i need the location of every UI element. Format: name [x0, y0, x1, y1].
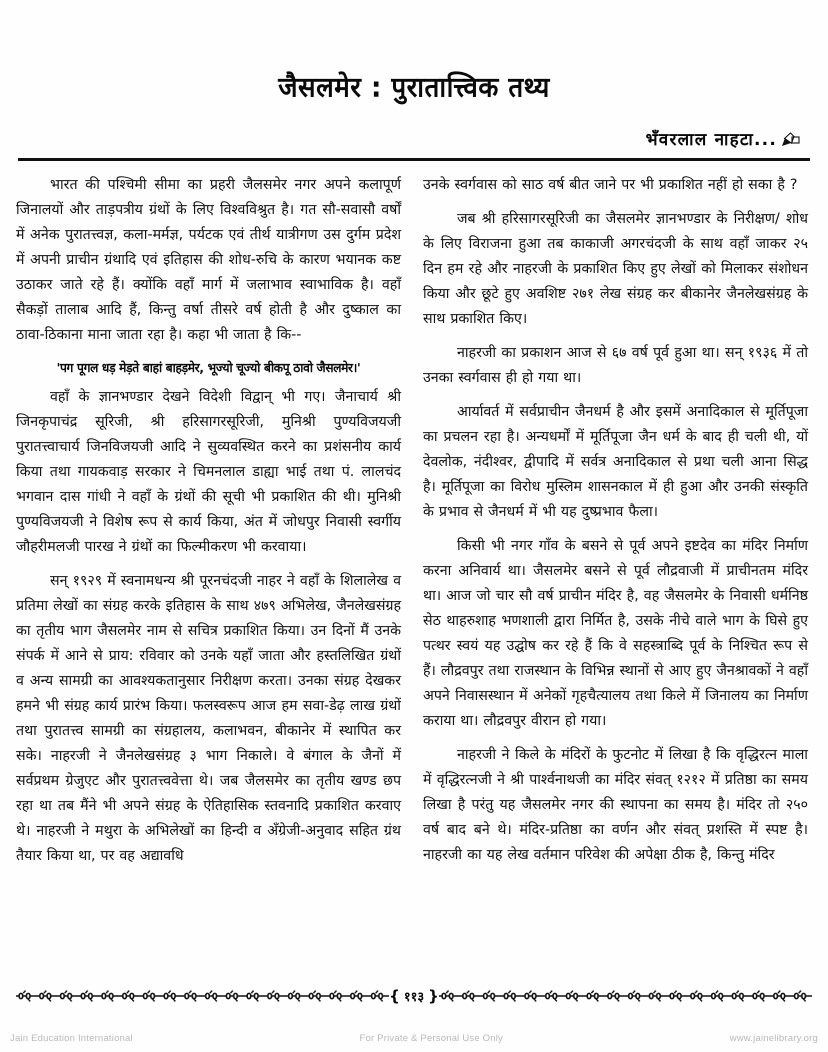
paragraph: नाहरजी का प्रकाशन आज से ६७ वर्ष पूर्व हुआ था। सन् १९३६ में तो उनका स्वर्गवास ही हो गया था।	[423, 344, 808, 386]
right-column	[423, 173, 808, 877]
paragraph: वहाँ के ज्ञानभण्डार देखने विदेशी विद्वान् भी गए। जैनाचार्य श्री जिनकृपाचंद्र सूरिजी, श्री हरिसागरसूरिजी, मुनिश्री पुण्यविजयजी पुरातत्त्वाचार्य जिनविजयजी आदि ने सुव्यवस्थित करने का प्रशंसनीय कार्य किया तथा गायकवाड़ सरकार ने चिमनलाल डाह्या भाई तथा पं. लालचंद भगवान दास गांधी ने वहाँ के ग्रंथों की सूची भी प्रकाशित की थी। मुनिश्री पुण्यविजयजी ने विशेष रूप से कार्य किया, अंत में जोधपुर निवासी स्वर्गीय जौहरीमलजी पारख ने ग्रंथों का फिल्मीकरण भी करवाया।	[16, 388, 401, 555]
paragraph: नाहरजी ने किले के मंदिरों के फुटनोट में लिखा है कि वृद्धिरत्न माला में वृद्धिरत्नजी ने श्री पार्श्वनाथजी का मंदिर संवत् १२१२ में प्रतिष्ठा का समय लिखा है परंतु यह जैसलमेर नगर की स्थापना का समय है। मंदिर तो २५० वर्ष बाद बने थे। मंदिर-प्रतिष्ठा का वर्णन और संवत् प्रशस्ति में स्पष्ट है। नाहरजी का यह लेख वर्तमान परिवेश की अपेक्षा ठीक है, किन्तु मंदिर	[423, 746, 808, 863]
page-title: जैसलमेर : पुरातात्त्विक तथ्य	[278, 72, 550, 104]
page-number-bracket-left: {	[389, 987, 400, 1005]
page-number: ११३	[403, 990, 425, 1005]
paragraph: भारत की पश्चिमी सीमा का प्रहरी जैलसमेर नगर अपने कलापूर्ण जिनालयों और ताड़पत्रीय ग्रंथों के लिए विश्वविश्रुत है। गत सौ-सवासौ वर्षों में अनेक पुरातत्त्वज्ञ, कला-मर्मज्ञ, पर्यटक एवं तीर्थ यात्रीगण उस दुर्गम प्रदेश में अपनी प्राचीन ग्रंथादि एवं इतिहास की शोध-रुचि के कारण भयानक कष्ट उठाकर जाते रहे हैं। क्योंकि वहाँ मार्ग में जलाभाव स्वाभाविक है। वहाँ सैकड़ों तालाब आदि हैं, किन्तु वर्षा तीसरे वर्ष होती है और दुष्काल का ठावा-ठिकाना माना जाता रहा है। कहा भी जाता है कि--	[16, 176, 401, 343]
paragraph: आर्यावर्त में सर्वप्राचीन जैनधर्म है और इसमें अनादिकाल से मूर्तिपूजा का प्रचलन रहा है। अन्यधर्मों में मूर्तिपूजा जैन धर्म के बाद ही चली थी, यों देवलोक, नंदीश्वर, द्वीपादि में सर्वत्र अनादिकाल से प्रथा चली आना सिद्ध है। मूर्तिपूजा का विरोध मुस्लिम शासनकाल में ही हुआ और उनकी संस्कृति के प्रभाव से जैनधर्म में भी यह दुष्प्रभाव फैला।	[423, 403, 808, 520]
paragraph: जब श्री हरिसागरसूरिजी का जैसलमेर ज्ञानभण्डार के निरीक्षण/ शोध के लिए विराजना हुआ तब काकाजी अगरचंदजी के साथ वहाँ जाकर २५ दिन हम रहे और नाहरजी के प्रकाशित किए हुए लेखों को मिलाकर संशोधन किया और छूटे हुए अवशिष्ट २७१ लेख संग्रह कर बीकानेर जैनलेखसंग्रह के साथ प्रकाशित किए।	[423, 210, 808, 327]
paragraph: सन् १९२९ में स्वनामधन्य श्री पूरनचंदजी नाहर ने वहाँ के शिलालेख व प्रतिमा लेखों का संग्रह करके इतिहास के साथ ४७९ अभिलेख, जैनलेखसंग्रह का तृतीय भाग जैसलमेर नाम से सचित्र प्रकाशित किया। उन दिनों मैं उनके संपर्क में आने से प्राय: रविवार को उनके यहाँ जाता और हस्तलिखित ग्रंथों व अन्य सामग्री का आवश्यकतानुसार निरीक्षण करता। उनका संग्रह देखकर हमने भी संग्रह कार्य प्रारंभ किया। फलस्वरूप आज हम सवा-डेढ़ लाख ग्रंथों तथा पुरातत्त्व सामग्री का संग्रहालय, कलाभवन, बीकानेर में स्थापित कर सके। नाहरजी ने जैनलेखसंग्रह ३ भाग निकाले। वे बंगाल के जैनों में सर्वप्रथम ग्रेजुएट और पुरातत्त्ववेत्ता थे। जब जैलसमेर का तृतीय खण्ड छप रहा था तब मैंने भी अपने संग्रह के ऐतिहासिक स्तवनादि प्रकाशित करवाए थे। नाहरजी ने मथुरा के अभिलेखों का हिन्दी व अँग्रेजी-अनुवाद सहित ग्रंथ तैयार किया था, पर वह अद्यावधि	[16, 572, 401, 864]
verse-line: 'पग पूगल धड़ मेड़ते बाहां बाहड़मेर, भूज्यो चूज्यो बीकपू ठावो जैसलमेर।'	[56, 359, 361, 375]
pen-nib-icon	[780, 132, 800, 148]
decorative-footer-border	[16, 985, 812, 1007]
ornament-left	[16, 987, 389, 1005]
page-number-bracket-right: }	[428, 987, 439, 1005]
header-divider-rule	[18, 158, 810, 161]
ornament-right	[439, 987, 812, 1005]
paragraph: उनके स्वर्गवास को साठ वर्ष बीत जाने पर भी प्रकाशित नहीं हो सका है ?	[423, 176, 798, 193]
library-footer	[0, 1033, 828, 1044]
author-byline: भँवरलाल नाहटा...	[645, 129, 777, 150]
library-usage-notice: For Private & Personal Use Only	[359, 1033, 504, 1044]
library-org-label: Jain Education International	[10, 1033, 133, 1044]
body-columns	[16, 173, 812, 878]
library-website-url: www.jainelibrary.org	[729, 1033, 818, 1044]
byline-row	[0, 127, 828, 150]
header-block	[0, 0, 828, 150]
paragraph: किसी भी नगर गाँव के बसने से पूर्व अपने इष्टदेव का मंदिर निर्माण करना अनिवार्य था। जैसलमेर बसने से पूर्व लौद्रवाजी में प्राचीनतम मंदिर था। आज जो चार सौ वर्ष प्राचीन मंदिर है, वह जैसलमेर के निवासी धर्मनिष्ठ सेठ थाहरुशाह भणशाली द्वारा निर्मित है, उसके नीचे वाले भाग के घिसे हुए पत्थर स्वयं यह उद्घोष कर रहे हैं कि वे सहस्त्राब्दि पूर्व के निश्चित रूप से हैं। लौद्रवपुर तथा राजस्थान के विभिन्न स्थानों से आए हुए जैनश्रावकों ने वहाँ अपने निवासस्थान में अनेकों गृहचैत्यालय तथा किले में जिनालय का निर्माण कराया था। लौद्रवपुर वीरान हो गया।	[423, 537, 808, 729]
left-column	[16, 173, 401, 878]
